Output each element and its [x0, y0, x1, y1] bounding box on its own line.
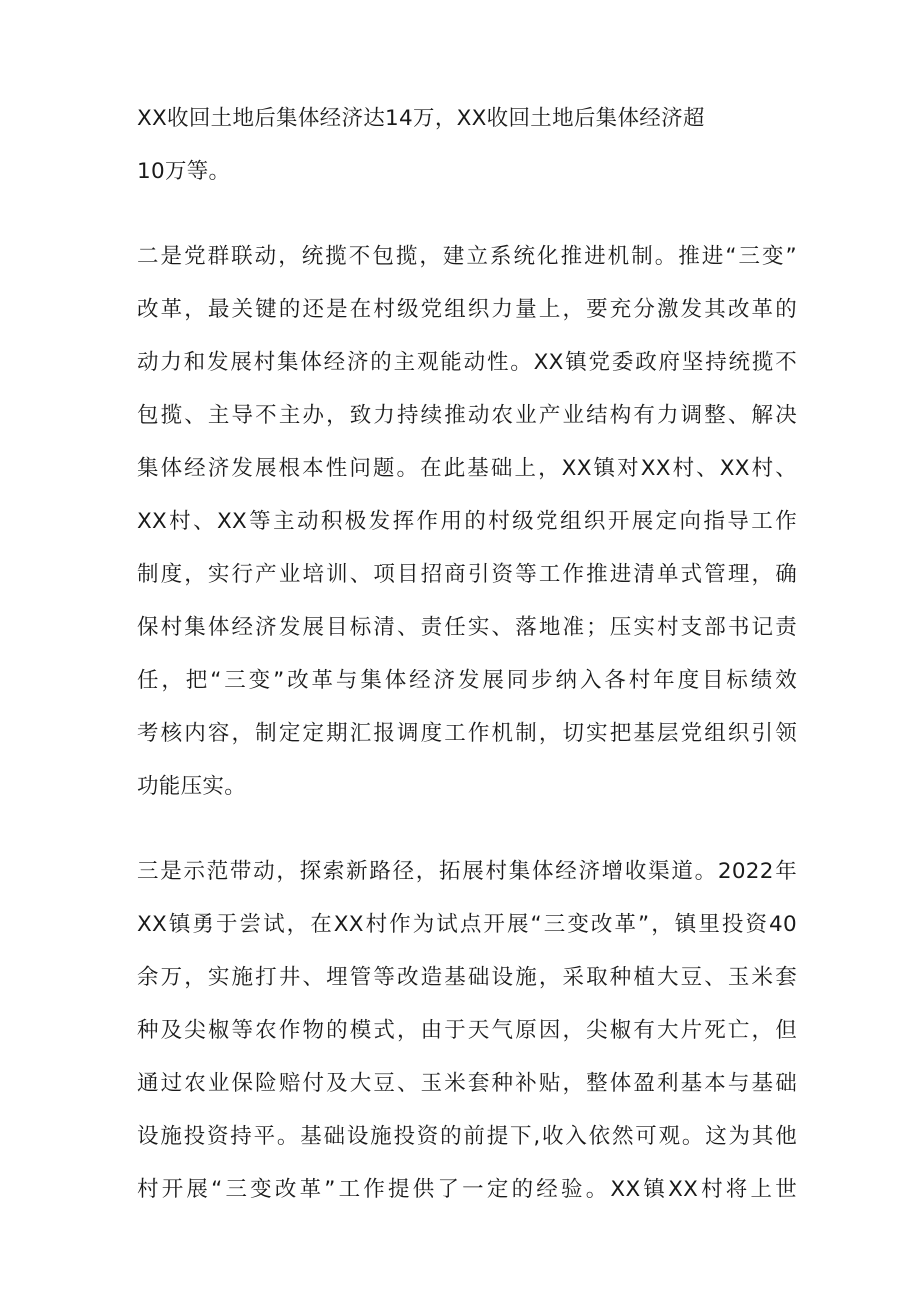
- paragraph-1-line-2: 10万等。: [137, 159, 231, 184]
- paragraph-2-line-5: 集体经济发展根本性问题。在此基础上，XX镇对XX村、XX村、: [137, 456, 797, 481]
- paragraph-2-line-9: 任，把“三变”改革与集体经济发展同步纳入各村年度目标绩效: [137, 668, 797, 693]
- paragraph-2-line-1: 二是党群联动，统揽不包揽，建立系统化推进机制。推进“三变”: [137, 244, 797, 269]
- paragraph-3-line-2: XX镇勇于尝试，在XX村作为试点开展“三变改革”，镇里投资40: [137, 912, 797, 937]
- paragraph-3-line-3: 余万，实施打井、埋管等改造基础设施，采取种植大豆、玉米套: [137, 965, 797, 990]
- paragraph-2-line-6: XX村、XX等主动积极发挥作用的村级党组织开展定向指导工作: [137, 509, 797, 534]
- paragraph-3-line-6: 设施投资持平。基础设施投资的前提下,收入依然可观。这为其他: [137, 1124, 797, 1149]
- paragraph-2-line-8: 保村集体经济发展目标清、责任实、落地准；压实村支部书记责: [137, 615, 797, 640]
- paragraph-2-line-11: 功能压实。: [137, 774, 247, 799]
- paragraph-2-line-4: 包揽、主导不主办，致力持续推动农业产业结构有力调整、解决: [137, 403, 797, 428]
- paragraph-3-line-5: 通过农业保险赔付及大豆、玉米套种补贴，整体盈利基本与基础: [137, 1071, 797, 1096]
- paragraph-2-line-3: 动力和发展村集体经济的主观能动性。XX镇党委政府坚持统揽不: [137, 350, 797, 375]
- paragraph-2-line-7: 制度，实行产业培训、项目招商引资等工作推进清单式管理，确: [137, 562, 797, 587]
- paragraph-2-line-10: 考核内容，制定定期汇报调度工作机制，切实把基层党组织引领: [137, 721, 797, 746]
- paragraph-3-line-4: 种及尖椒等农作物的模式，由于天气原因，尖椒有大片死亡，但: [137, 1018, 797, 1043]
- paragraph-3-line-1: 三是示范带动，探索新路径，拓展村集体经济增收渠道。2022年: [137, 859, 797, 884]
- paragraph-1-line-1: XX收回土地后集体经济达14万，XX收回土地后集体经济超: [137, 106, 705, 131]
- paragraph-3-line-7: 村开展“三变改革”工作提供了一定的经验。XX镇XX村将上世: [137, 1177, 797, 1202]
- paragraph-2-line-2: 改革，最关键的还是在村级党组织力量上，要充分激发其改革的: [137, 297, 797, 322]
